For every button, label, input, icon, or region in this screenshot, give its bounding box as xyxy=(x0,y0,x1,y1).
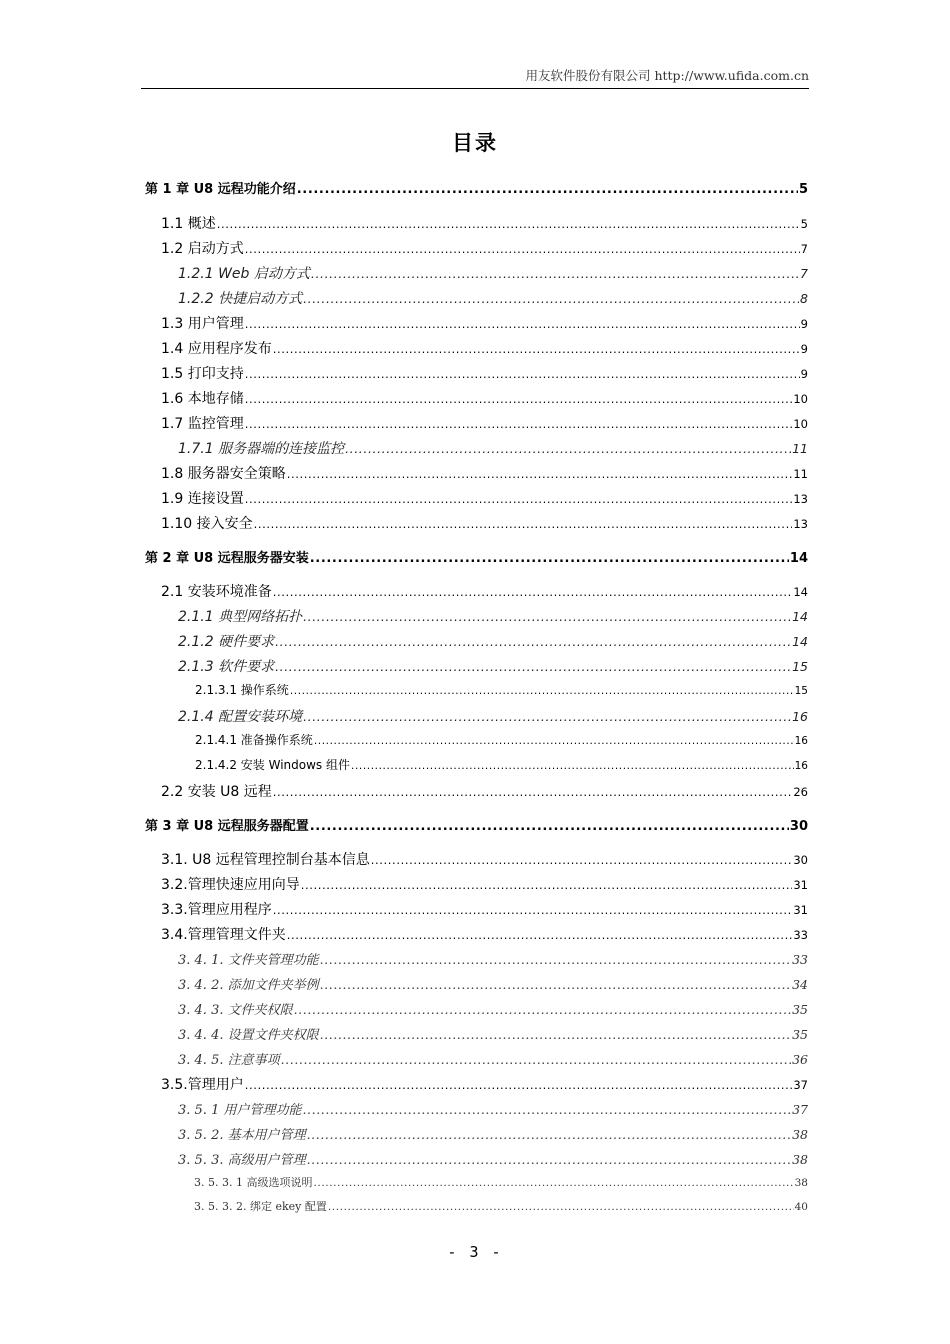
toc-entry[interactable] xyxy=(145,656,808,676)
toc-leader-dots xyxy=(345,441,791,456)
toc-entry[interactable] xyxy=(145,388,808,408)
toc-leader-dots xyxy=(273,342,800,356)
toc-entry-title: 1.7 监控管理 xyxy=(161,416,244,432)
toc-entry-title: 1.6 本地存储 xyxy=(161,391,244,407)
toc-entry-title: 2.1 安装环境准备 xyxy=(161,584,272,600)
toc-entry-title: 3.4.管理管理文件夹 xyxy=(161,927,286,943)
toc-leader-dots xyxy=(328,1201,794,1213)
toc-entry-title: 1.4 应用程序发布 xyxy=(161,341,272,357)
toc-entry-page: 34 xyxy=(792,977,808,992)
toc-entry-page: 9 xyxy=(800,342,808,356)
toc-entry[interactable] xyxy=(145,263,808,283)
toc-entry-title: 第 1 章 U8 远程功能介绍 xyxy=(145,182,296,197)
toc-leader-dots xyxy=(303,609,791,624)
toc-entry[interactable] xyxy=(145,681,808,698)
toc-entry[interactable] xyxy=(145,1024,808,1043)
toc-entry-title: 1.2.2 快捷启动方式 xyxy=(178,291,303,307)
toc-entry-title: 第 2 章 U8 远程服务器安装 xyxy=(145,551,309,566)
toc-entry-title: 1.7.1 服务器端的连接监控 xyxy=(178,441,345,457)
toc-entry[interactable] xyxy=(145,213,808,233)
toc-entry[interactable] xyxy=(145,288,808,308)
toc-entry[interactable] xyxy=(145,706,808,726)
page-header: 用友软件股份有限公司 http://www.ufida.com.cn xyxy=(525,68,809,83)
toc-entry-page: 9 xyxy=(800,317,808,331)
toc-entry[interactable] xyxy=(145,1198,808,1214)
toc-entry-page: 36 xyxy=(792,1052,808,1067)
toc-leader-dots xyxy=(287,467,793,481)
toc-leader-dots xyxy=(245,392,793,406)
toc-entry[interactable] xyxy=(145,338,808,358)
toc-entry-title: 3. 4. 1. 文件夹管理功能 xyxy=(178,953,319,968)
toc-entry-page: 38 xyxy=(794,1177,808,1189)
toc-entry-page: 7 xyxy=(800,242,808,256)
toc-entry-page: 5 xyxy=(800,217,808,231)
header-divider xyxy=(141,88,809,89)
toc-entry-page: 31 xyxy=(793,878,808,892)
toc-entry[interactable] xyxy=(145,581,808,601)
toc-entry-page: 9 xyxy=(800,367,808,381)
toc-leader-dots xyxy=(290,685,794,697)
toc-leader-dots xyxy=(307,1127,791,1142)
toc-entry-page: 38 xyxy=(792,1152,808,1167)
toc-entry-page: 15 xyxy=(794,685,808,697)
toc-entry-title: 1.10 接入安全 xyxy=(161,516,253,532)
toc-entry-title: 2.1.3 软件要求 xyxy=(178,659,275,675)
toc-entry[interactable] xyxy=(145,849,808,869)
toc-entry[interactable] xyxy=(145,1124,808,1143)
toc-entry-page: 8 xyxy=(800,291,808,306)
toc-entry-title: 3.2.管理快速应用向导 xyxy=(161,877,300,893)
toc-entry-page: 16 xyxy=(792,709,808,724)
toc-entry-page: 33 xyxy=(793,928,808,942)
toc-entry-title: 1.5 打印支持 xyxy=(161,366,244,382)
toc-entry-page: 14 xyxy=(793,585,808,599)
toc-entry[interactable] xyxy=(145,313,808,333)
toc-leader-dots xyxy=(245,417,793,431)
toc-entry-title: 3.1. U8 远程管理控制台基本信息 xyxy=(161,852,370,868)
toc-entry-title: 2.2 安装 U8 远程 xyxy=(161,784,272,800)
toc-entry-title: 2.1.4.1 准备操作系统 xyxy=(195,733,313,747)
toc-leader-dots xyxy=(303,709,791,724)
toc-entry-page: 10 xyxy=(793,392,808,406)
toc-leader-dots xyxy=(303,291,799,306)
toc-entry-title: 3. 4. 2. 添加文件夹举例 xyxy=(178,978,319,993)
toc-entry[interactable] xyxy=(145,238,808,258)
toc-entry-title: 1.2.1 Web 启动方式 xyxy=(178,266,310,282)
toc-entry[interactable] xyxy=(145,874,808,894)
toc-leader-dots xyxy=(297,182,798,197)
toc-entry-page: 38 xyxy=(792,1127,808,1142)
toc-entry-page: 14 xyxy=(789,551,808,566)
toc-entry-title: 1.2 启动方式 xyxy=(161,241,244,257)
toc-leader-dots xyxy=(310,819,789,834)
toc-entry-title: 2.1.3.1 操作系统 xyxy=(195,683,289,697)
toc-leader-dots xyxy=(281,1052,791,1067)
toc-leader-dots xyxy=(311,266,799,281)
toc-entry[interactable] xyxy=(145,1149,808,1168)
toc-entry-title: 3. 5. 3. 2. 绑定 ekey 配置 xyxy=(194,1200,327,1213)
toc-entry-title: 1.9 连接设置 xyxy=(161,491,244,507)
toc-entry[interactable] xyxy=(145,413,808,433)
toc-leader-dots xyxy=(275,634,791,649)
toc-entry-title: 3. 4. 5. 注意事项 xyxy=(178,1053,280,1068)
toc-entry-title: 2.1.1 典型网络拓扑 xyxy=(178,609,303,625)
toc-leader-dots xyxy=(245,367,800,381)
toc-entry-page: 33 xyxy=(792,952,808,967)
toc-entry[interactable] xyxy=(145,949,808,968)
toc-entry-page: 14 xyxy=(792,634,808,649)
toc-entry[interactable] xyxy=(145,463,808,483)
toc-entry-page: 14 xyxy=(792,609,808,624)
toc-leader-dots xyxy=(313,1177,793,1189)
toc-entry-page: 13 xyxy=(793,492,808,506)
toc-entry-title: 第 3 章 U8 远程服务器配置 xyxy=(145,819,309,834)
toc-entry-title: 3. 4. 4. 设置文件夹权限 xyxy=(178,1028,319,1043)
toc-leader-dots xyxy=(301,878,793,892)
toc-entry[interactable] xyxy=(145,547,808,566)
toc-entry-page: 40 xyxy=(794,1201,808,1213)
toc-leader-dots xyxy=(294,1002,791,1017)
toc-leader-dots xyxy=(245,1078,793,1092)
toc-entry[interactable] xyxy=(145,756,808,773)
toc-entry-page: 11 xyxy=(792,441,808,456)
toc-leader-dots xyxy=(217,217,800,231)
toc-entry-page: 11 xyxy=(793,467,808,481)
toc-leader-dots xyxy=(307,1152,791,1167)
toc-entry[interactable] xyxy=(145,1074,808,1094)
toc-leader-dots xyxy=(314,735,794,747)
toc-entry[interactable] xyxy=(145,815,808,834)
toc-entry-title: 3. 5. 1 用户管理功能 xyxy=(178,1103,302,1118)
toc-entry[interactable] xyxy=(145,1174,808,1190)
toc-entry[interactable] xyxy=(145,178,808,197)
toc-entry[interactable] xyxy=(145,899,808,919)
toc-entry[interactable] xyxy=(145,363,808,383)
toc-entry[interactable] xyxy=(145,1099,808,1118)
toc-leader-dots xyxy=(254,517,793,531)
toc-leader-dots xyxy=(371,853,793,867)
toc-entry-page: 26 xyxy=(793,785,808,799)
toc-entry-title: 1.8 服务器安全策略 xyxy=(161,466,286,482)
toc-entry-page: 30 xyxy=(793,853,808,867)
toc-entry[interactable] xyxy=(145,781,808,801)
toc-entry-title: 3. 5. 2. 基本用户管理 xyxy=(178,1128,306,1143)
toc-entry-page: 5 xyxy=(798,182,808,197)
toc-entry-title: 3. 5. 3. 1 高级选项说明 xyxy=(194,1176,313,1189)
toc-entry[interactable] xyxy=(145,974,808,993)
toc-entry-title: 3. 5. 3. 高级用户管理 xyxy=(178,1153,306,1168)
toc-leader-dots xyxy=(275,659,791,674)
toc-entry[interactable] xyxy=(145,631,808,651)
toc-title: 目录 xyxy=(452,131,498,155)
toc-entry-title: 1.3 用户管理 xyxy=(161,316,244,332)
toc-entry-title: 3.3.管理应用程序 xyxy=(161,902,272,918)
toc-entry-title: 1.1 概述 xyxy=(161,216,216,232)
toc-leader-dots xyxy=(310,551,789,566)
toc-leader-dots xyxy=(320,1027,791,1042)
toc-entry-page: 16 xyxy=(794,760,808,772)
page-number: - 3 - xyxy=(447,1243,503,1261)
toc-entry-page: 35 xyxy=(792,1002,808,1017)
toc-entry-page: 37 xyxy=(792,1102,808,1117)
toc-entry-page: 16 xyxy=(794,735,808,747)
toc-entry-title: 2.1.4.2 安装 Windows 组件 xyxy=(195,758,350,772)
toc-leader-dots xyxy=(245,317,800,331)
toc-leader-dots xyxy=(273,585,793,599)
toc-entry-title: 3. 4. 3. 文件夹权限 xyxy=(178,1003,293,1018)
toc-entry-page: 37 xyxy=(793,1078,808,1092)
toc-leader-dots xyxy=(302,1102,791,1117)
toc-entry-title: 3.5.管理用户 xyxy=(161,1077,244,1093)
toc-leader-dots xyxy=(245,492,793,506)
toc-entry[interactable] xyxy=(145,488,808,508)
toc-entry[interactable] xyxy=(145,924,808,944)
toc-entry[interactable] xyxy=(145,999,808,1018)
toc-entry-title: 2.1.4 配置安装环境 xyxy=(178,709,303,725)
toc-entry[interactable] xyxy=(145,606,808,626)
toc-entry-title: 2.1.2 硬件要求 xyxy=(178,634,275,650)
toc-entry-page: 10 xyxy=(793,417,808,431)
toc-entry[interactable] xyxy=(145,1049,808,1068)
toc-leader-dots xyxy=(287,928,793,942)
toc-leader-dots xyxy=(273,785,793,799)
toc-entry-page: 7 xyxy=(800,266,808,281)
toc-entry-page: 13 xyxy=(793,517,808,531)
toc-entry-page: 15 xyxy=(792,659,808,674)
toc-entry-page: 35 xyxy=(792,1027,808,1042)
toc-leader-dots xyxy=(245,242,800,256)
toc-leader-dots xyxy=(273,903,793,917)
toc-entry[interactable] xyxy=(145,513,808,533)
toc-leader-dots xyxy=(320,977,791,992)
toc-entry[interactable] xyxy=(145,438,808,458)
toc-entry[interactable] xyxy=(145,731,808,748)
toc-entry-page: 31 xyxy=(793,903,808,917)
toc-leader-dots xyxy=(351,760,794,772)
toc-entry-page: 30 xyxy=(789,819,808,834)
toc-leader-dots xyxy=(320,952,791,967)
